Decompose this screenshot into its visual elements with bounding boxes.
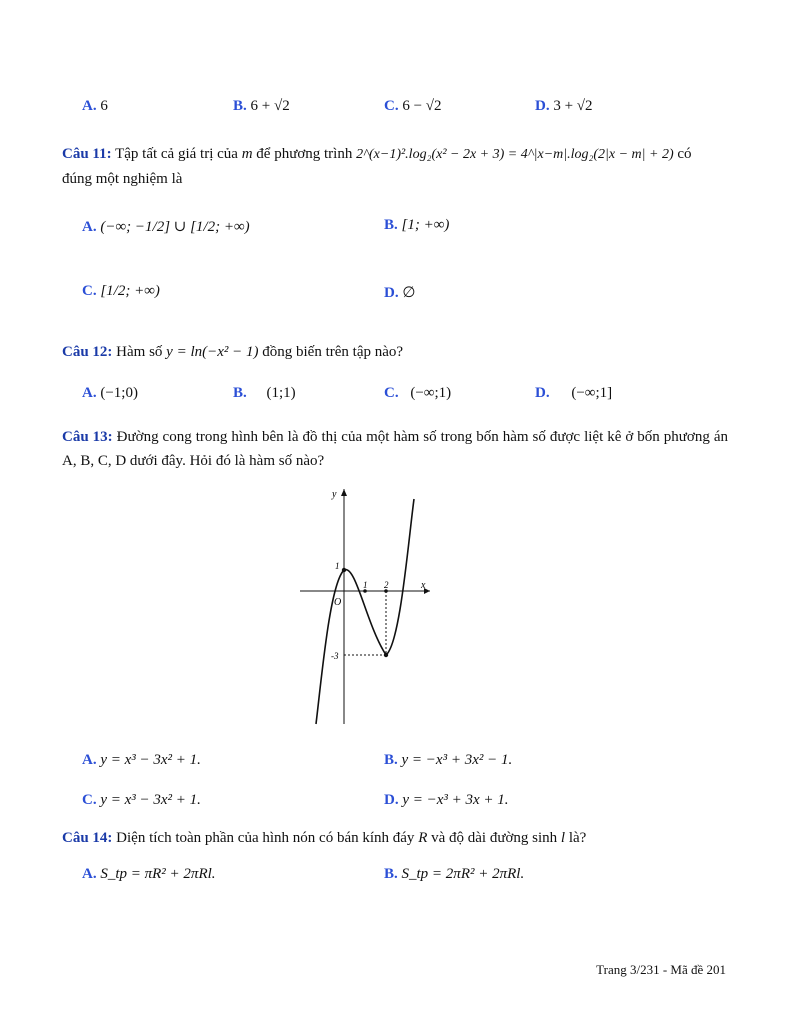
- question-text: Hàm số: [116, 344, 163, 360]
- question-text: là?: [568, 830, 587, 846]
- question-text: Tập tất cả giá trị của: [115, 146, 238, 162]
- origin-label: O: [334, 597, 342, 608]
- option-text: y = −x³ + 3x² − 1.: [401, 752, 513, 768]
- option-label: C.: [82, 283, 97, 299]
- option-text: [1; +∞): [401, 217, 450, 233]
- y-tick-minus3: -3: [331, 651, 339, 661]
- option-label: B.: [233, 385, 247, 401]
- option-text: y = x³ − 3x² + 1.: [100, 752, 201, 768]
- q10-option-b: [233, 98, 290, 115]
- option-text: 6: [100, 98, 108, 114]
- question-text: đúng một nghiệm là: [62, 171, 183, 187]
- option-text: (1;1): [266, 385, 296, 401]
- question-label: Câu 14:: [62, 830, 113, 846]
- q12-stem: [62, 340, 728, 364]
- question-text: có: [677, 146, 692, 162]
- question-text: đồng biến trên tập nào?: [262, 344, 404, 360]
- option-text: 6 − √2: [402, 98, 442, 114]
- q12-option-c: [384, 385, 451, 402]
- option-text: (−1;0): [100, 385, 138, 401]
- q11-option-b: [384, 217, 449, 234]
- option-text: (−∞; −1/2] ∪ [1/2; +∞): [100, 219, 250, 235]
- q11-stem: [62, 142, 728, 191]
- math-equation: 2^(x−1)².log₂(x² − 2x + 3) = 4^|x−m|.log₂(2|x − m| + 2): [356, 147, 674, 162]
- function-graph: [300, 484, 440, 729]
- option-label: D.: [535, 385, 550, 401]
- y-axis-label: y: [332, 489, 337, 500]
- option-text: (−∞;1]: [571, 385, 613, 401]
- option-label: A.: [82, 385, 97, 401]
- point-local-min: [384, 653, 388, 657]
- cubic-curve: [316, 499, 414, 724]
- option-text: 6 + √2: [250, 98, 290, 114]
- x-tick-1: 1: [363, 580, 368, 590]
- q10-option-c: [384, 98, 442, 115]
- page-footer: Trang 3/231 - Mã đề 201: [596, 962, 726, 977]
- math-equation: y = ln(−x² − 1): [166, 344, 259, 360]
- q14-option-b: [384, 866, 524, 883]
- q13-option-a: [82, 752, 201, 769]
- q12-option-d: [535, 385, 612, 402]
- question-label: Câu 13:: [62, 429, 113, 445]
- q10-option-d: [535, 98, 593, 115]
- option-label: C.: [384, 385, 399, 401]
- option-text: [1/2; +∞): [100, 283, 160, 299]
- q13-option-c: [82, 792, 201, 809]
- question-text: để phương trình: [256, 146, 353, 162]
- option-label: D.: [384, 792, 399, 808]
- math-var: m: [241, 146, 253, 162]
- option-text: ∅: [402, 285, 416, 301]
- q13-option-d: [384, 792, 509, 809]
- option-label: C.: [82, 792, 97, 808]
- q14-stem: [62, 826, 728, 850]
- option-label: B.: [384, 752, 398, 768]
- option-label: A.: [82, 752, 97, 768]
- option-text: y = x³ − 3x² + 1.: [100, 792, 201, 808]
- q13-option-b: [384, 752, 512, 769]
- q11-option-c: [82, 283, 160, 300]
- q11-option-d: [384, 283, 415, 302]
- q12-option-b: [233, 385, 296, 402]
- option-text: 3 + √2: [553, 98, 593, 114]
- q10-option-a: [82, 98, 108, 115]
- q13-stem: [62, 425, 728, 473]
- math-var: R: [418, 830, 428, 846]
- option-text: (−∞;1): [410, 385, 452, 401]
- point-local-max: [342, 568, 346, 572]
- math-var: l: [560, 830, 566, 846]
- q14-option-a: [82, 866, 216, 883]
- question-text: Đường cong trong hình bên là đồ thị của một hàm số trong bốn hàm số được liệt kê ở bốn phương án A, B, C, D dưới đây. Hỏi đó là hàm số nào?: [62, 429, 729, 469]
- option-label: B.: [384, 217, 398, 233]
- q12-option-a: [82, 385, 138, 402]
- q11-option-a: [82, 217, 250, 236]
- option-label: B.: [384, 866, 398, 882]
- option-label: B.: [233, 98, 247, 114]
- question-label: Câu 11:: [62, 146, 112, 162]
- option-text: y = −x³ + 3x + 1.: [402, 792, 509, 808]
- option-label: A.: [82, 219, 97, 235]
- option-label: C.: [384, 98, 399, 114]
- option-text: S_tp = πR² + 2πRl.: [100, 866, 216, 882]
- question-label: Câu 12:: [62, 344, 113, 360]
- x-tick-2: 2: [384, 580, 389, 590]
- option-label: D.: [384, 285, 399, 301]
- question-text: Diện tích toàn phần của hình nón có bán kính đáy: [116, 830, 415, 846]
- x-axis-label: x: [421, 580, 426, 591]
- option-label: D.: [535, 98, 550, 114]
- y-tick-1: 1: [335, 561, 340, 571]
- option-label: A.: [82, 98, 97, 114]
- option-label: A.: [82, 866, 97, 882]
- option-text: S_tp = 2πR² + 2πRl.: [401, 866, 525, 882]
- y-axis-arrow: [341, 489, 347, 496]
- question-text: và độ dài đường sinh: [431, 830, 558, 846]
